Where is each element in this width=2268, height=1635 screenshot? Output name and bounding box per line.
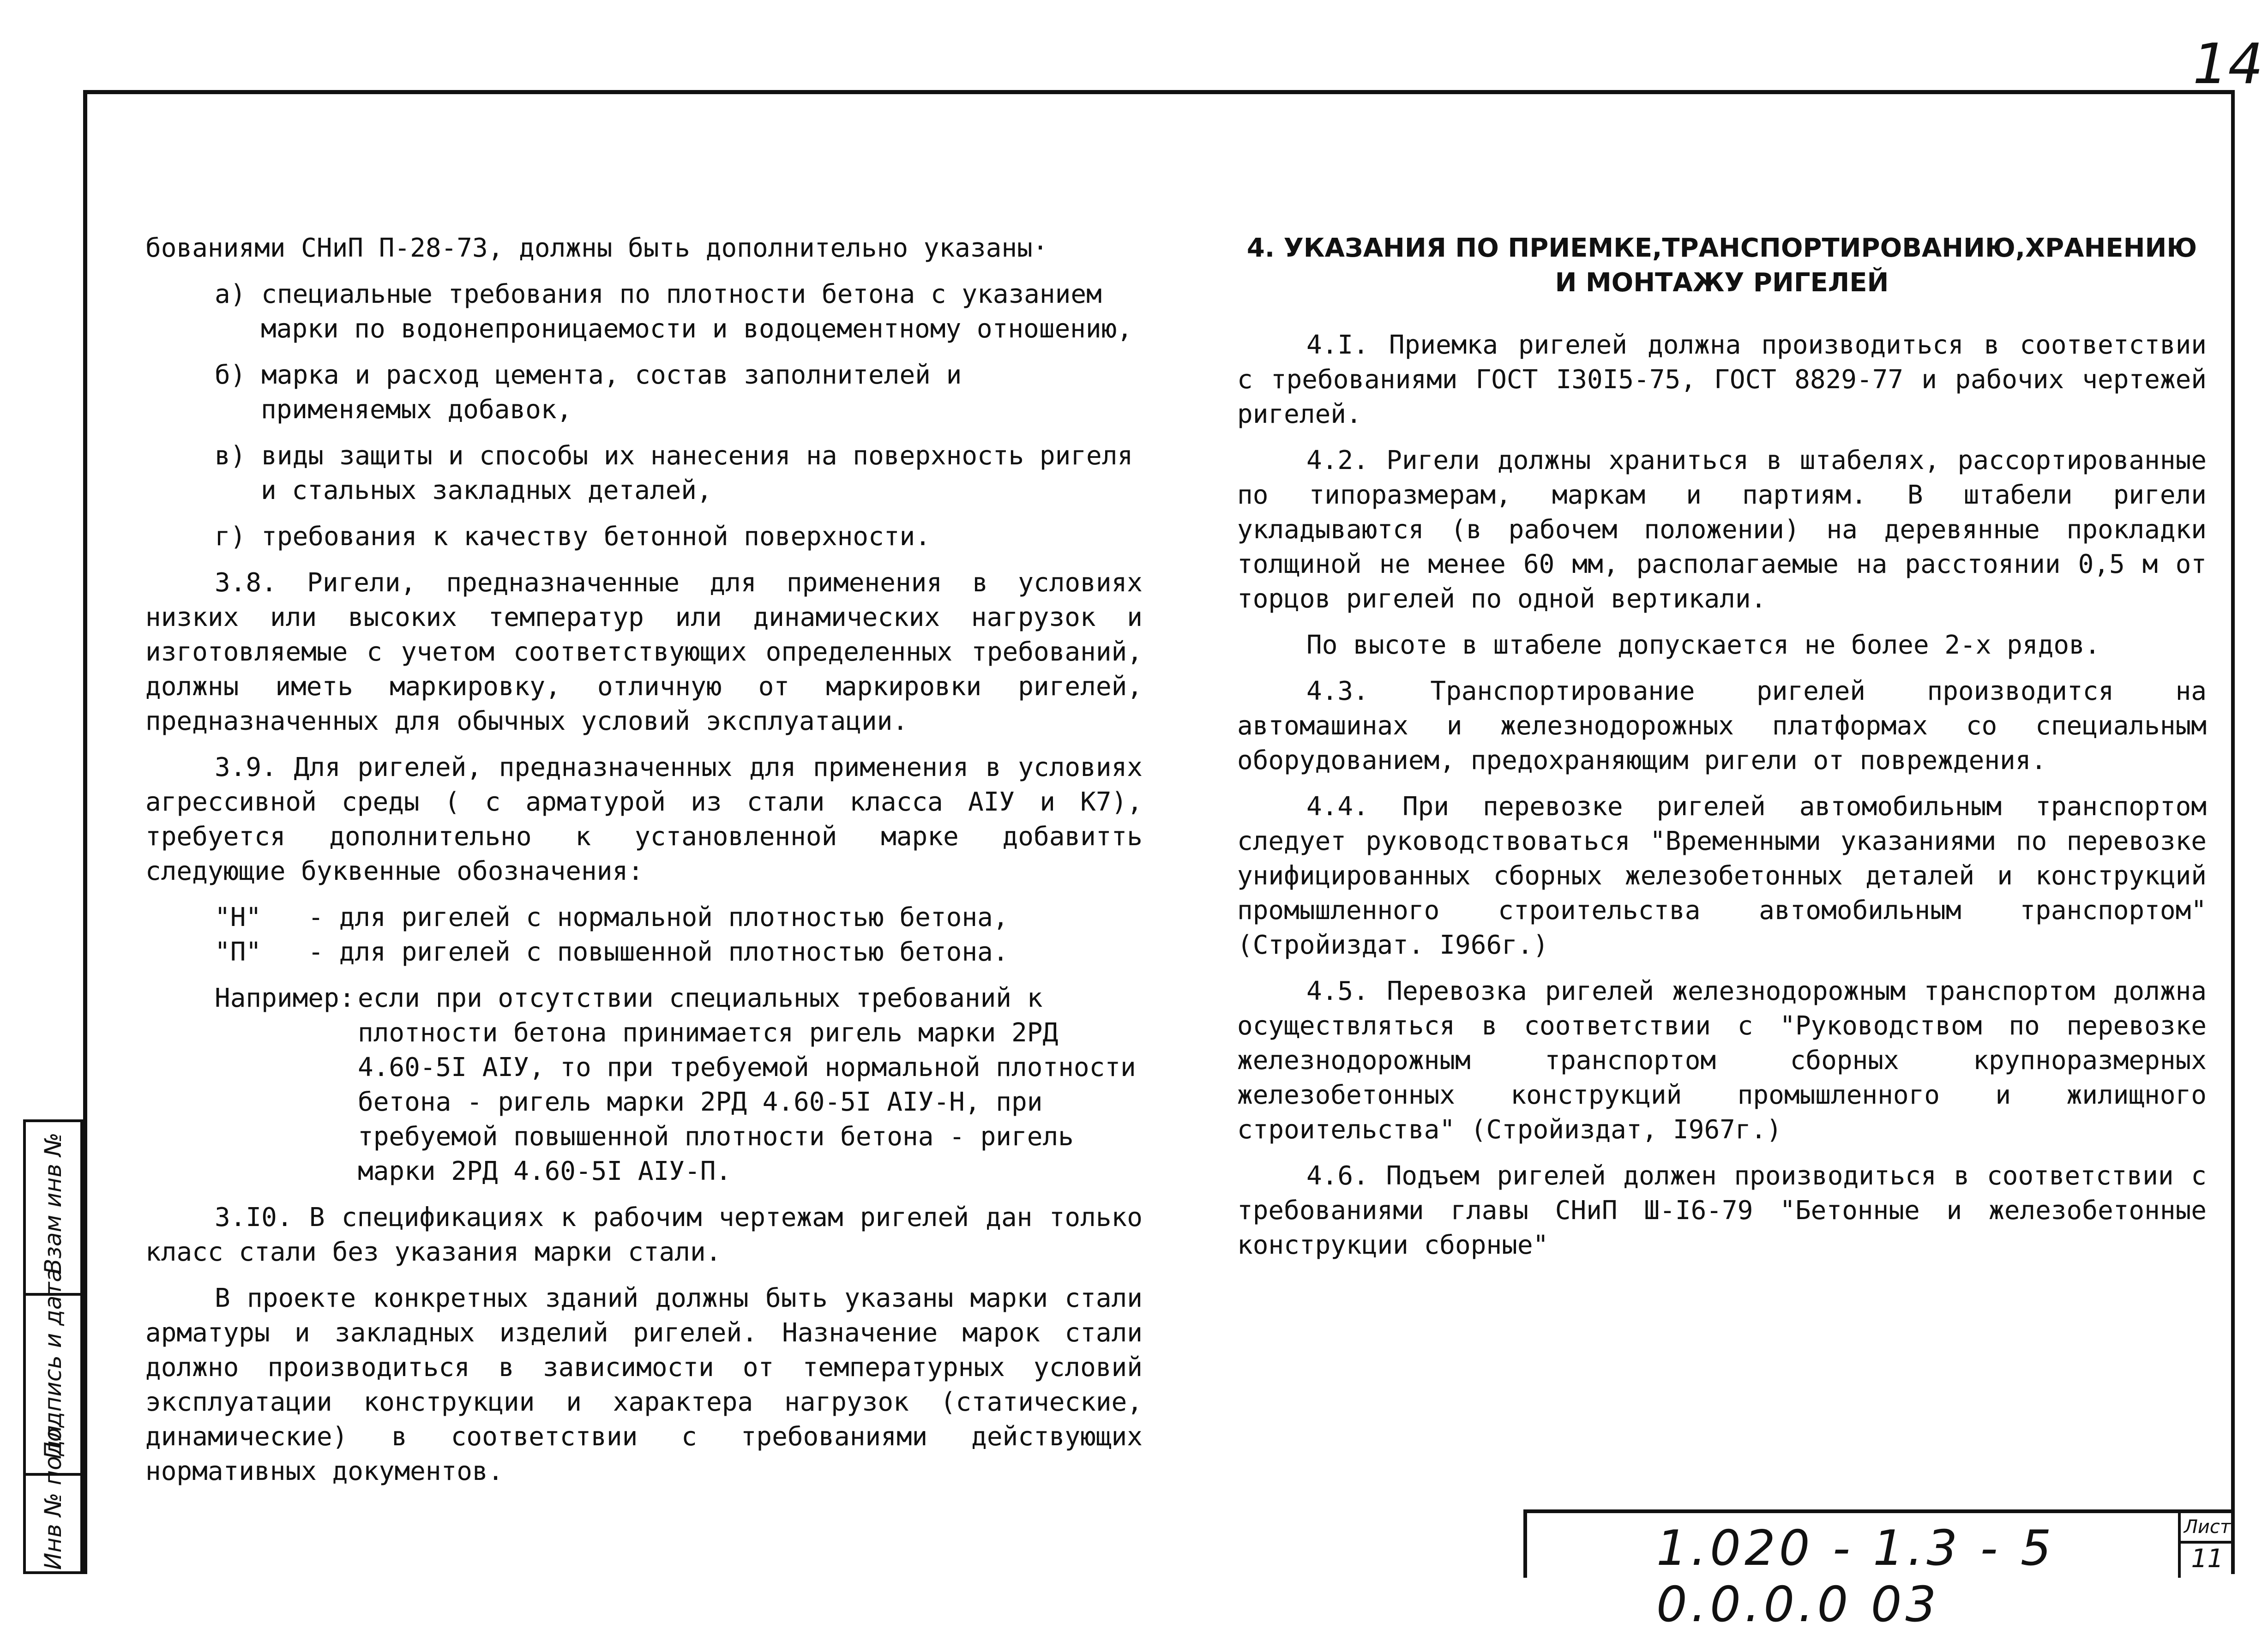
- paragraph-4-5: 4.5. Перевозка ригелей железнодорожным транспортом должна осуществляться в соответствии с "Руководством по перевозке железнодорожным транспортом сборных крупноразмерных железобетонных конструкций промышленного и жилищного строительства" (Стройиздат, I967г.): [1237, 976, 2207, 1145]
- example-label: Например:: [215, 983, 355, 1013]
- code-designation-h: "Н" - для ригелей с нормальной плотностью бетона,: [215, 902, 1009, 932]
- list-item-g: г) требования к качеству бетонной поверхности.: [215, 522, 931, 552]
- paragraph-4-2: 4.2. Ригели должны храниться в штабелях, рассортированные по типоразмерам, маркам и партиям. В штабели ригели укладываются (в рабочем положении) на деревянные прокладки толщиной не менее 60 мм, располагаемые на расстоянии 0,5 м от торцов ригелей по одной вертикали.: [1237, 445, 2207, 614]
- page-number: 14: [2193, 32, 2263, 96]
- title-block: [1523, 1509, 2235, 1633]
- example-text: если при отсутствии специальных требований к плотности бетона принимается ригель марки 2РД 4.60-5I АIУ, то при требуемой нормальной плотности бетона - ригель марки 2РД 4.60-5I АIУ-Н, при требуемой повышенной плотности бетона - ригель марки 2РД 4.60-5I АIУ-П.: [358, 983, 1136, 1186]
- sheet-number: 11: [2191, 1544, 2224, 1573]
- frame-left-border: [83, 90, 87, 1574]
- paragraph-continuation: бованиями СНиП П-28-73, должны быть дополнительно указаны·: [145, 233, 1048, 263]
- right-column: [1237, 231, 2207, 1274]
- paragraph-4-4: 4.4. При перевозке ригелей автомобильным транспортом следует руководствоваться "Временными указаниями по перевозке унифицированных сборных железобетонных деталей и конструкций промышленного строительства автомобильным транспортом" (Стройиздат. I966г.): [1237, 792, 2207, 960]
- stamp-signature-date: Подпись и дата: [40, 1268, 66, 1459]
- example-block: [145, 981, 1143, 1189]
- frame-top-border: [83, 90, 2234, 94]
- left-column: [145, 231, 1143, 1500]
- stamp-original-inv: Инв № подл: [40, 1425, 66, 1570]
- paragraph-4-3: 4.3. Транспортирование ригелей производится на автомашинах и железнодорожных платформах со специальным оборудованием, предохраняющим ригели от повреждения.: [1237, 676, 2207, 775]
- paragraph-3-10: 3.I0. В спецификациях к рабочим чертежам ригелей дан только класс стали без указания марки стали.: [145, 1202, 1143, 1267]
- sheet-label: Лист: [2181, 1513, 2234, 1544]
- paragraph-4-1: 4.I. Приемка ригелей должна производиться в соответствии с требованиями ГОСТ I30I5-75, ГОСТ 8829-77 и рабочих чертежей ригелей.: [1237, 330, 2207, 429]
- sheet-box: [2178, 1513, 2234, 1578]
- list-item-b: б) марка и расход цемента, состав заполнителей и применяемых добавок,: [215, 360, 962, 425]
- list-item-a: а) специальные требования по плотности бетона с указанием марки по водонепроницаемости и водоцементному отношению,: [215, 279, 1133, 344]
- stamp-replacement-inv: Взам инв №: [40, 1132, 66, 1274]
- code-designation-p: "П" - для ригелей с повышенной плотностью бетона.: [215, 937, 1009, 967]
- side-stamp: [23, 1119, 83, 1574]
- frame-right-border: [2231, 90, 2235, 1574]
- paragraph-4-2-rows: По высоте в штабеле допускается не более 2-х рядов.: [1306, 630, 2100, 660]
- section-4-heading: 4. УКАЗАНИЯ ПО ПРИЕМКЕ,ТРАНСПОРТИРОВАНИЮ,ХРАНЕНИЮ И МОНТАЖУ РИГЕЛЕЙ: [1246, 233, 2197, 298]
- paragraph-3-8: 3.8. Ригели, предназначенные для применения в условиях низких или высоких температур или динамических нагрузок и изготовляемые с учетом соответствующих определенных требований, должны иметь маркировку, отличную от маркировки ригелей, предназначенных для обычных условий эксплуатации.: [145, 568, 1143, 736]
- list-item-v: в) виды защиты и способы их нанесения на поверхность ригеля и стальных закладных деталей,: [215, 441, 1133, 505]
- paragraph-3-9: 3.9. Для ригелей, предназначенных для применения в условиях агрессивной среды ( с арматурой из стали класса АIУ и К7), требуется дополнительно к установленной марке добавитть следующие буквенные обозначения:: [145, 752, 1143, 886]
- paragraph-steel-grades: В проекте конкретных зданий должны быть указаны марки стали арматуры и закладных изделий ригелей. Назначение марок стали должно производиться в зависимости от температурных условий эксплуатации конструкции и характера нагрузок (статические, динамические) в соответствии с требованиями действующих нормативных документов.: [145, 1283, 1143, 1486]
- document-code: 1.020 - 1.3 - 5 0.0.0.0 03: [1656, 1520, 2055, 1633]
- paragraph-4-6: 4.6. Подъем ригелей должен производиться в соответствии с требованиями главы СНиП Ш-I6-79 "Бетонные и железобетонные конструкции сборные": [1237, 1161, 2207, 1260]
